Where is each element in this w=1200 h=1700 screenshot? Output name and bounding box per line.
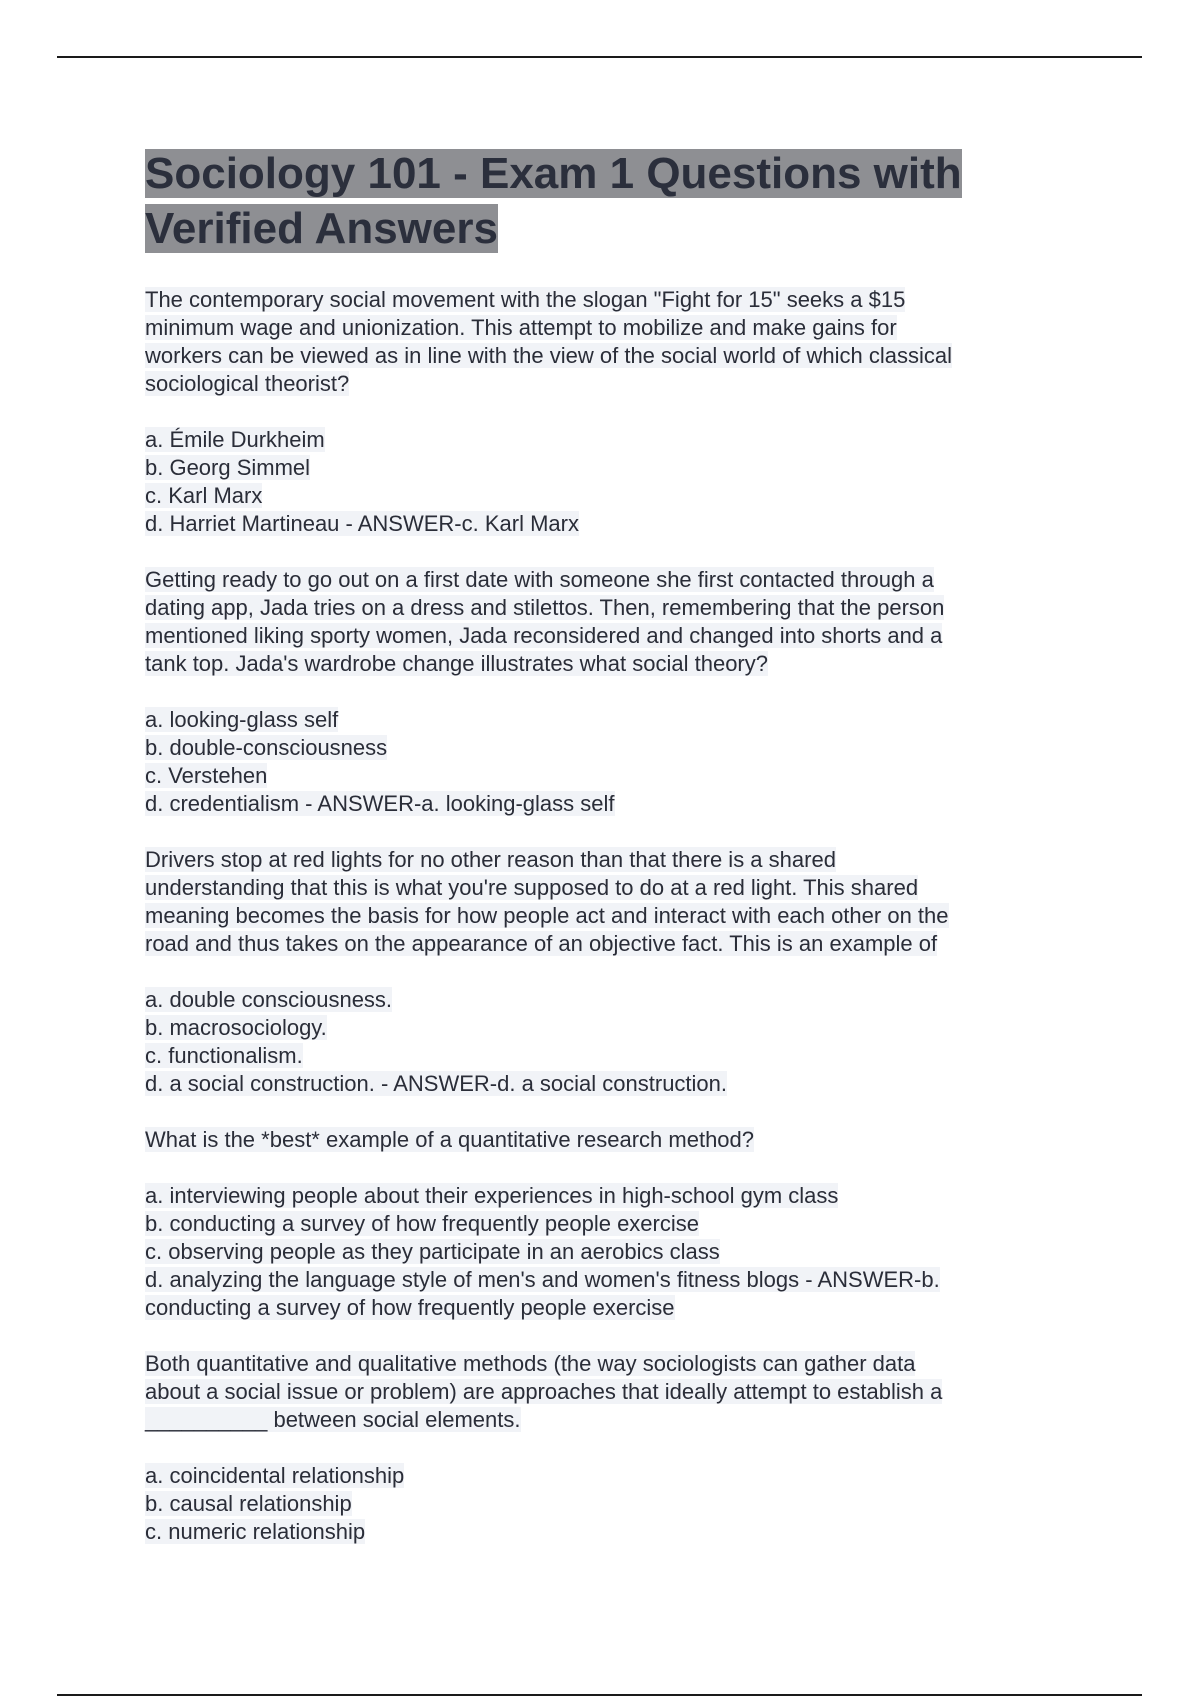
question-3-options [145, 986, 1045, 1098]
question-4-options [145, 1182, 1045, 1322]
question-4-text: What is the *best* example of a quantitative research method? [145, 1127, 755, 1152]
option-a: a. double consciousness. [145, 987, 393, 1012]
option-b: b. Georg Simmel [145, 455, 311, 480]
question-1-options [145, 426, 1045, 538]
option-c: c. observing people as they participate in an aerobics class [145, 1239, 720, 1264]
question-5-options [145, 1462, 1045, 1546]
option-b: b. macrosociology. [145, 1015, 327, 1040]
option-d-answer: d. analyzing the language style of men's and women's fitness blogs - ANSWER-b. [145, 1267, 940, 1292]
option-b: b. double-consciousness [145, 735, 388, 760]
option-d-answer: d. credentialism - ANSWER-a. looking-glass self [145, 791, 615, 816]
option-b: b. causal relationship [145, 1491, 352, 1516]
question-5-text: Both quantitative and qualitative methods (the way sociologists can gather data about a social issue or problem) are approaches that ideally attempt to establish a __________ between social elements. [145, 1351, 943, 1432]
question-2-text: Getting ready to go out on a first date with someone she first contacted through a dating app, Jada tries on a dress and stilettos. Then, remembering that the person mentioned liking sporty women, Jada reconsidered and changed into shorts and a tank top. Jada's wardrobe change illustrates what social theory? [145, 567, 945, 676]
footer-rule [57, 1694, 1142, 1696]
option-a: a. looking-glass self [145, 707, 339, 732]
title-line-1: Sociology 101 - Exam 1 Questions with [145, 149, 962, 198]
option-c: c. Karl Marx [145, 483, 263, 508]
question-3 [145, 846, 1045, 1098]
option-c: c. numeric relationship [145, 1519, 366, 1544]
option-d-answer: d. Harriet Martineau - ANSWER-c. Karl Marx [145, 511, 579, 536]
question-4 [145, 1126, 1045, 1322]
option-a: a. Émile Durkheim [145, 427, 325, 452]
document-body [145, 146, 1045, 1546]
option-c: c. functionalism. [145, 1043, 303, 1068]
document-title [145, 146, 1045, 256]
option-c: c. Verstehen [145, 763, 268, 788]
question-2-options [145, 706, 1045, 818]
question-1-text: The contemporary social movement with the slogan "Fight for 15" seeks a $15 minimum wage and unionization. This attempt to mobilize and make gains for workers can be viewed as in line with the view of the social world of which classical sociological theorist? [145, 287, 953, 396]
option-b: b. conducting a survey of how frequently people exercise [145, 1211, 699, 1236]
question-5 [145, 1350, 1045, 1546]
option-d-answer: d. a social construction. - ANSWER-d. a social construction. [145, 1071, 728, 1096]
title-line-2: Verified Answers [145, 204, 498, 253]
question-2 [145, 566, 1045, 818]
header-rule [57, 56, 1142, 58]
question-3-text: Drivers stop at red lights for no other reason than that there is a shared understanding that this is what you're supposed to do at a red light. This shared meaning becomes the basis for how people act and interact with each other on the road and thus takes on the appearance of an objective fact. This is an example of [145, 847, 949, 956]
question-1 [145, 286, 1045, 538]
option-d-answer-continued: conducting a survey of how frequently people exercise [145, 1295, 675, 1320]
option-a: a. coincidental relationship [145, 1463, 405, 1488]
option-a: a. interviewing people about their experiences in high-school gym class [145, 1183, 839, 1208]
